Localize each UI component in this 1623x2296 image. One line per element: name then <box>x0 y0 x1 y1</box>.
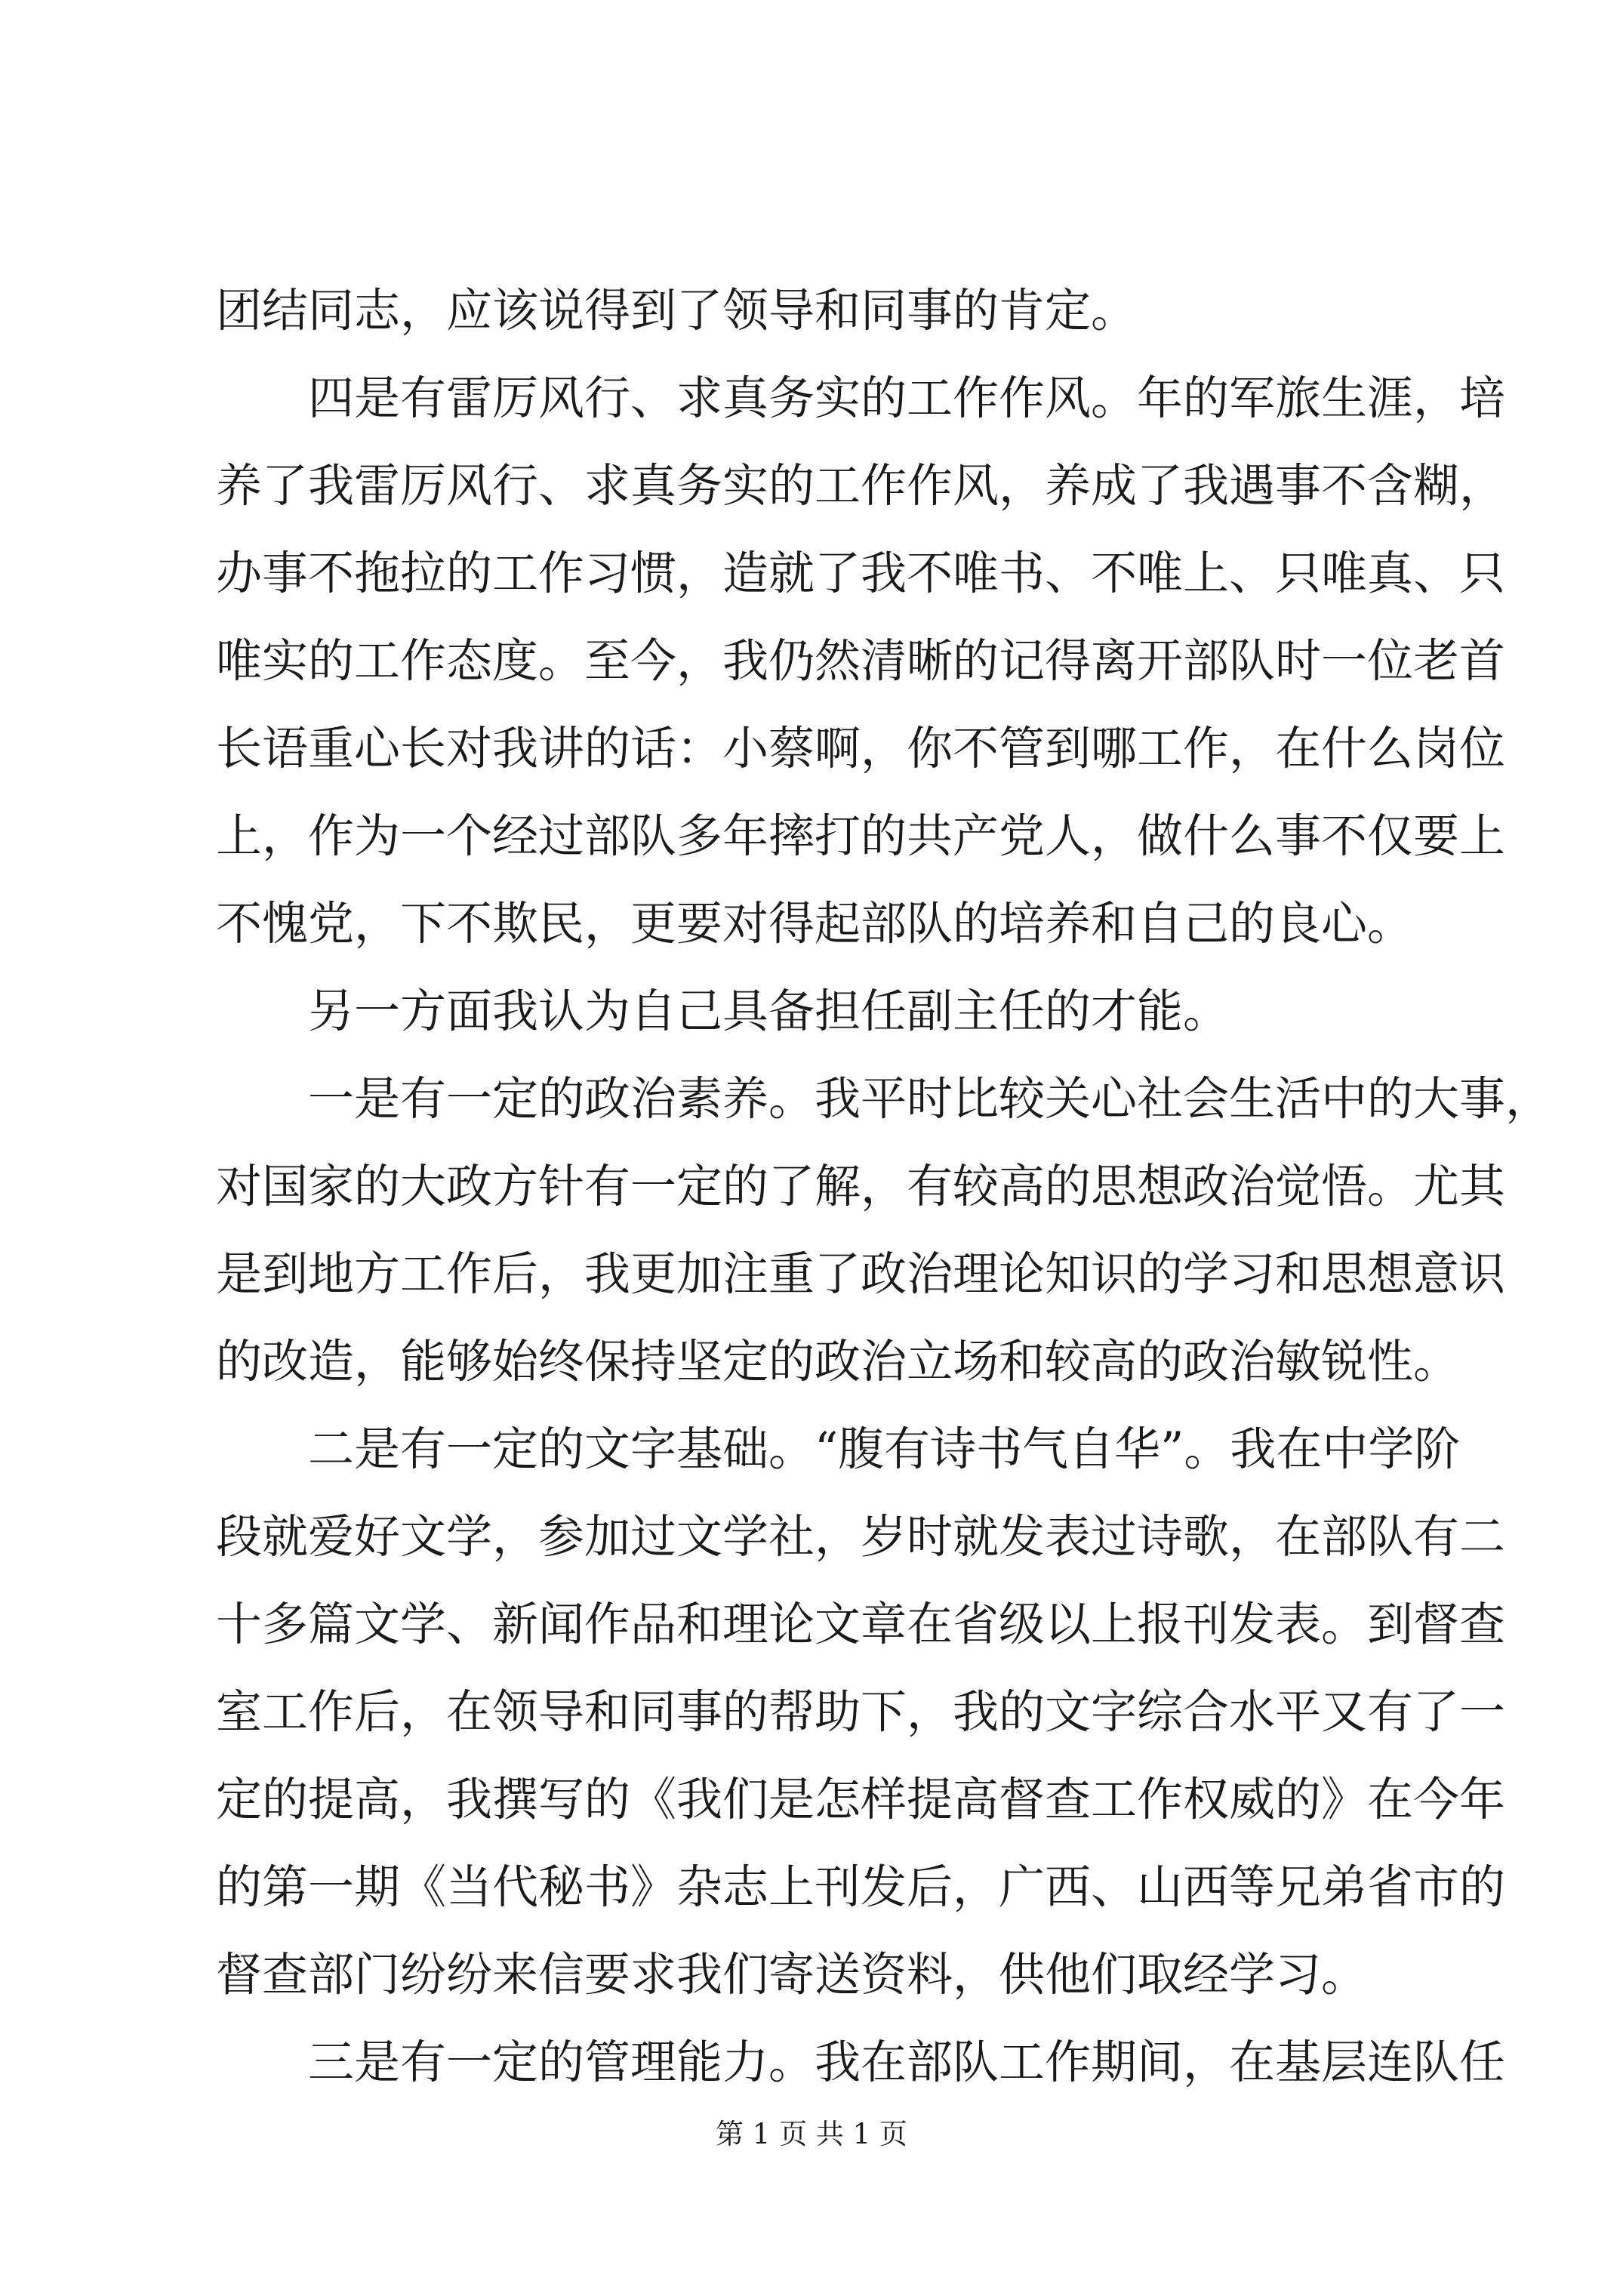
text-line: 团结同志，应该说得到了领导和同事的肯定。 <box>216 284 1138 337</box>
text-line: 四是有雷厉风行、求真务实的工作作风。年的军旅生涯，培 <box>308 371 1506 425</box>
text-line: 对国家的大政方针有一定的了解，有较高的思想政治觉悟。尤其 <box>216 1160 1506 1213</box>
text-line: 长语重心长对我讲的话：小蔡啊，你不管到哪工作，在什么岗位 <box>216 722 1506 775</box>
text-line: 二是有一定的文字基础。“腹有诗书气自华”。我在中学阶 <box>308 1422 1461 1476</box>
text-line: 另一方面我认为自己具备担任副主任的才能。 <box>308 985 1230 1038</box>
text-line: 三是有一定的管理能力。我在部队工作期间，在基层连队任 <box>308 2036 1506 2089</box>
text-line: 十多篇文学、新闻作品和理论文章在省级以上报刊发表。到督查 <box>216 1598 1506 1651</box>
text-line: 段就爱好文学，参加过文学社，岁时就发表过诗歌，在部队有二 <box>216 1510 1506 1564</box>
text-line: 室工作后，在领导和同事的帮助下，我的文字综合水平又有了一 <box>216 1685 1506 1739</box>
text-line: 不愧党，下不欺民，更要对得起部队的培养和自己的良心。 <box>216 897 1414 951</box>
text-line: 定的提高，我撰写的《我们是怎样提高督查工作权威的》在今年 <box>216 1773 1506 1826</box>
text-line: 的改造，能够始终保持坚定的政治立场和较高的政治敏锐性。 <box>216 1335 1460 1388</box>
text-line: 一是有一定的政治素养。我平时比较关心社会生活中的大事， <box>308 1072 1552 1126</box>
text-line: 上，作为一个经过部队多年摔打的共产党人，做什么事不仅要上 <box>216 809 1506 863</box>
text-line: 督查部门纷纷来信要求我们寄送资料，供他们取经学习。 <box>216 1948 1368 2002</box>
text-line: 养了我雷厉风行、求真务实的工作作风，养成了我遇事不含糊， <box>216 459 1506 513</box>
text-line: 唯实的工作态度。至今，我仍然清晰的记得离开部队时一位老首 <box>216 634 1506 688</box>
text-line: 是到地方工作后，我更加注重了政治理论知识的学习和思想意识 <box>216 1247 1506 1301</box>
text-line: 办事不拖拉的工作习惯，造就了我不唯书、不唯上、只唯真、只 <box>216 547 1506 600</box>
text-line: 的第一期《当代秘书》杂志上刊发后，广西、山西等兄弟省市的 <box>216 1860 1506 1914</box>
page-number-footer: 第 1 页 共 1 页 <box>716 2118 907 2150</box>
